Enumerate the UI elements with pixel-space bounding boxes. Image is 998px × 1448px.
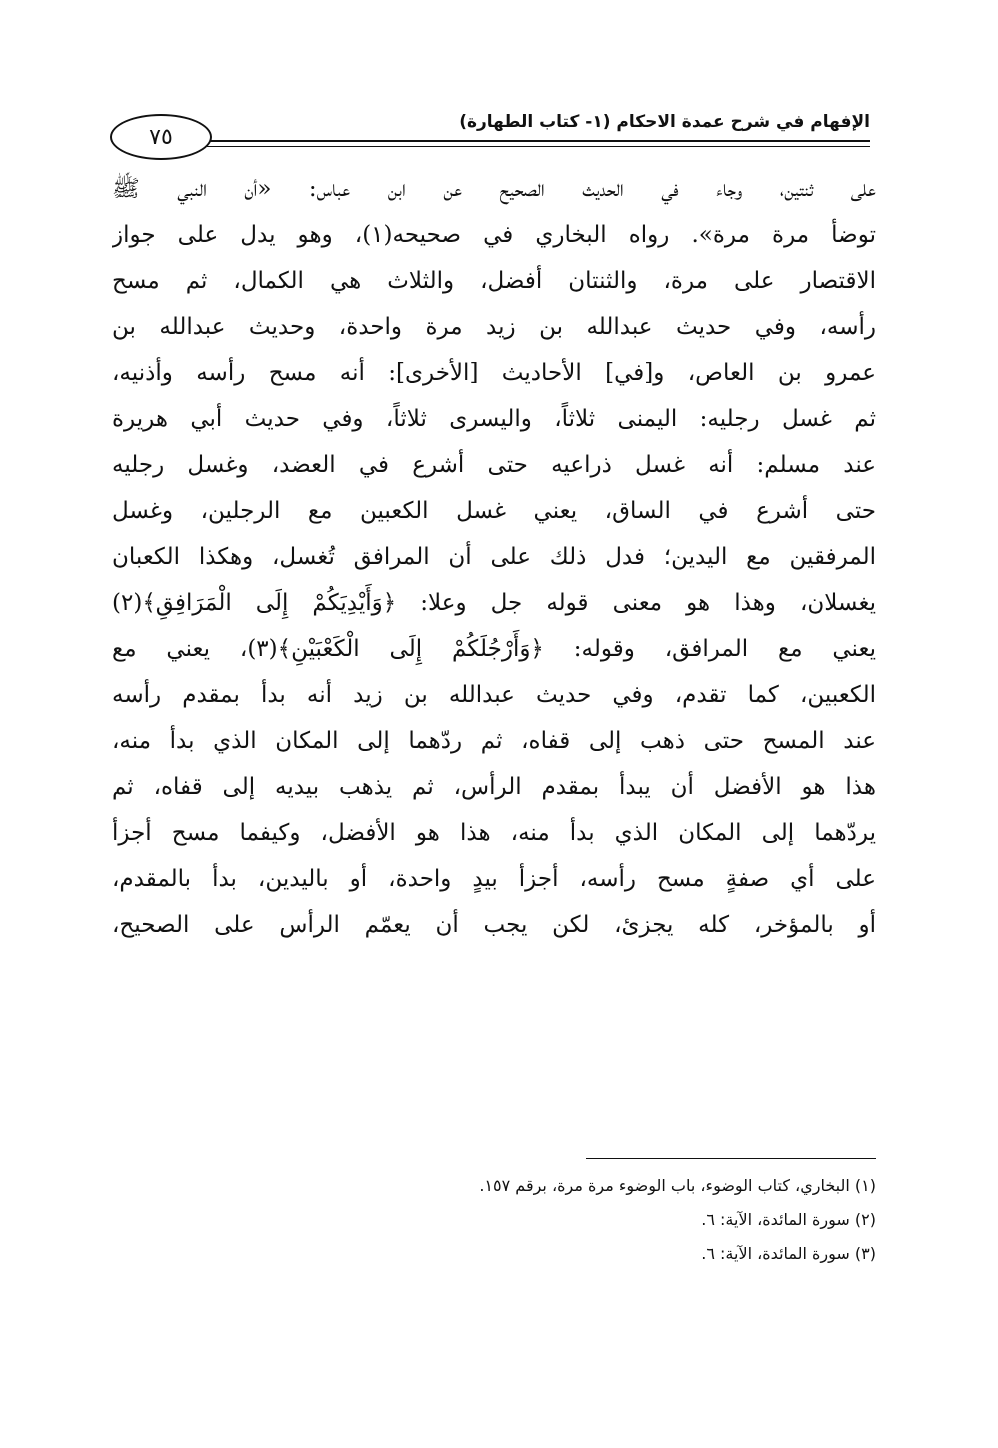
body-line: على ثنتين، وجاء في الحديث الصحيح عن ابن عباس: «أن النبي ﷺ <box>112 176 876 202</box>
header-rule-thin <box>206 146 870 147</box>
body-line: ثم غسل رجليه: اليمنى ثلاثاً، واليسرى ثلاثاً، وفي حديث أبي هريرة <box>112 406 876 432</box>
footnote-3: (٣) سورة المائدة، الآية: ٦. <box>701 1244 876 1263</box>
body-text <box>112 166 876 948</box>
body-line: عند مسلم: أنه غسل ذراعيه حتى أشرع في العضد، وغسل رجليه <box>112 452 876 478</box>
body-line: رأسه، وفي حديث عبدالله بن زيد مرة واحدة، وحديث عبدالله بن <box>112 314 876 340</box>
page-number: ٧٥ <box>110 114 212 160</box>
body-line: يعني مع المرافق، وقوله: ﴿وَأَرْجُلَكُمْ إِلَى الْكَعْبَيْنِ﴾(٣)، يعني مع <box>112 636 876 662</box>
footnote-1: (١) البخاري، كتاب الوضوء، باب الوضوء مرة مرة، برقم ١٥٧. <box>479 1176 876 1195</box>
body-line: يردّهما إلى المكان الذي بدأ منه، هذا هو الأفضل، وكيفما مسح أجزأ <box>112 820 876 846</box>
body-line: على أي صفةٍ مسح رأسه، أجزأ بيدٍ واحدة، أو باليدين، بدأ بالمقدم، <box>112 866 876 892</box>
body-line: المرفقين مع اليدين؛ فدل ذلك على أن المرافق تُغسل، وهكذا الكعبان <box>112 544 876 570</box>
header-rule-thick <box>206 140 870 142</box>
footnote-2: (٢) سورة المائدة، الآية: ٦. <box>701 1210 876 1229</box>
footnote-rule <box>586 1158 876 1159</box>
body-line: الاقتصار على مرة، والثنتان أفضل، والثلاث هي الكمال، ثم مسح <box>112 268 876 294</box>
body-line: حتى أشرع في الساق، يعني غسل الكعبين مع الرجلين، وغسل <box>112 498 876 524</box>
body-line: عمرو بن العاص، و[في] الأحاديث [الأخرى]: أنه مسح رأسه وأذنيه، <box>112 360 876 386</box>
body-line: عند المسح حتى ذهب إلى قفاه، ثم ردّهما إلى المكان الذي بدأ منه، <box>112 728 876 754</box>
body-line: توضأ مرة مرة». رواه البخاري في صحيحه(١)، وهو يدل على جواز <box>112 222 876 248</box>
page-header <box>110 110 870 158</box>
body-line: الكعبين، كما تقدم، وفي حديث عبدالله بن زيد أنه بدأ بمقدم رأسه <box>112 682 876 708</box>
body-line: هذا هو الأفضل أن يبدأ بمقدم الرأس، ثم يذهب بيديه إلى قفاه، ثم <box>112 774 876 800</box>
body-line: أو بالمؤخر، كله يجزئ، لكن يجب أن يعمّم الرأس على الصحيح، <box>112 912 876 938</box>
body-line: يغسلان، وهذا هو معنى قوله جل وعلا: ﴿وَأَيْدِيَكُمْ إِلَى الْمَرَافِقِ﴾(٢) <box>112 590 876 616</box>
running-title: الإفهام في شرح عمدة الاحكام (١- كتاب الطهارة) <box>459 112 870 132</box>
